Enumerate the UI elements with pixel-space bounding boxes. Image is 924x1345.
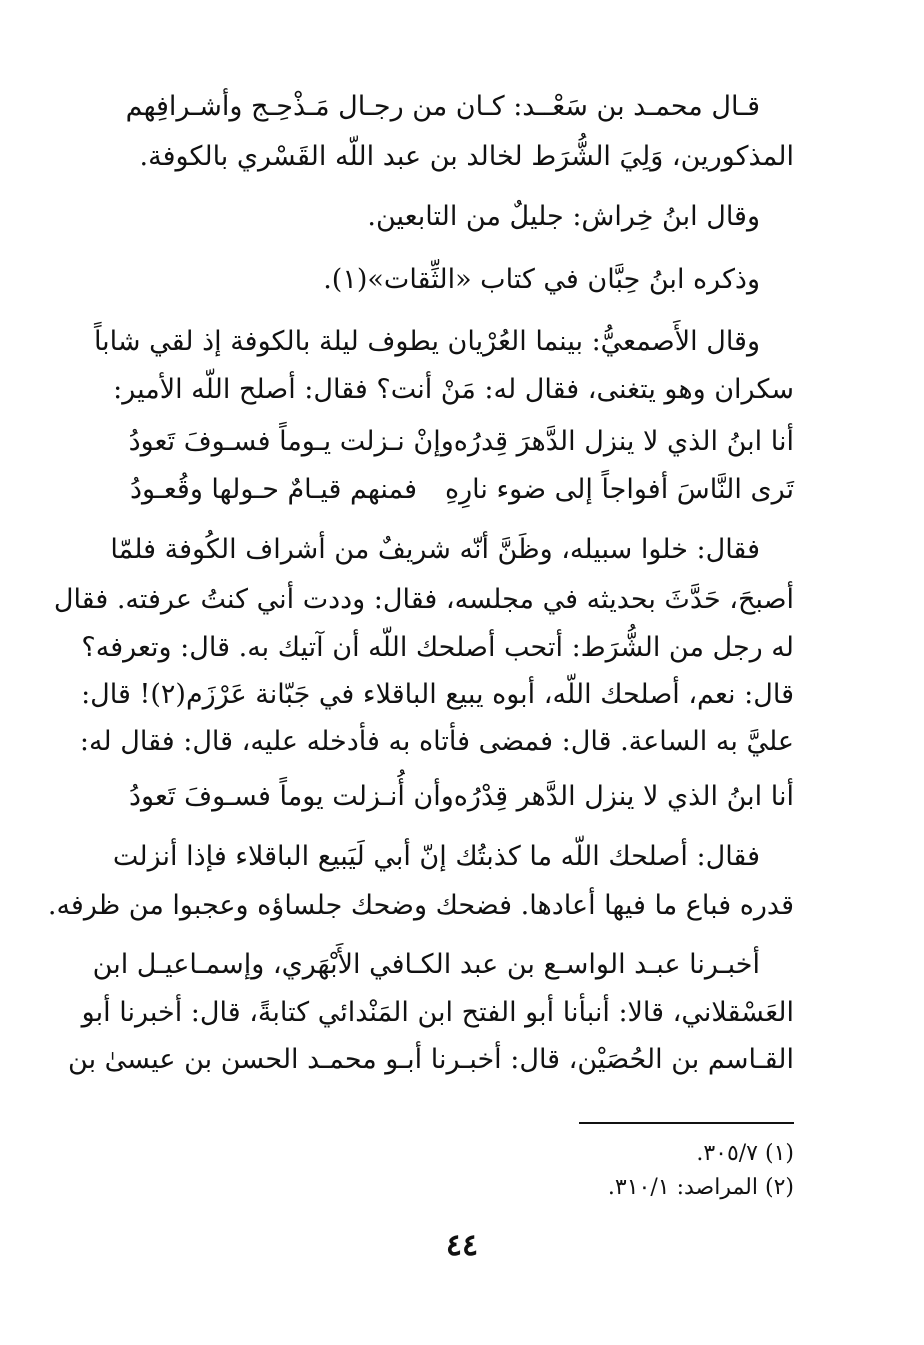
text-line: العَسْقلاني، قالا: أنبأنا أبو الفتح ابن المَنْدائي كتابةً، قال: أخبرنا أبو [81,997,794,1028]
text-line: عليَّ به الساعة. قال: فمضى فأتاه به فأدخله عليه، قال: فقال له: [79,726,794,757]
verse-hemistich-first: أنا ابنُ الذي لا ينزل الدَّهرَ قِدرُه [453,426,794,457]
footnote-separator [579,1122,794,1124]
text-line: وذكره ابنُ حِبَّان في كتاب «الثِّقات»(١). [323,264,760,295]
verse-hemistich-second: فمنهم قيـامٌ حـولها وقُعـودُ [130,474,418,505]
text-line: قال: نعم، أصلحك اللّه، أبوه يبيع الباقلاء في جَبّانة عَرْزَم(٢)! قال: [81,679,794,710]
verse-line [130,420,794,464]
text-line: قـال محمـد بن سَعْــد: كـان من رجـال مَـذْحِـج وأشـرافِهم [125,91,760,122]
text-line: القـاسم بن الحُصَيْن، قال: أخبـرنا أبـو محمـد الحسن بن عيسىٰ بن [68,1044,794,1075]
text-line: فقال: أصلحك اللّه ما كذبتُك إنّ أبي لَيَبيع الباقلاء فإذا أنزلت [112,841,760,872]
text-line: أخبـرنا عبـد الواسـع بن عبد الكـافي الأَبْهَري، وإسمـاعيـل ابن [92,949,760,980]
verse-line [130,468,794,512]
text-line: فقال: خلوا سبيله، وظَنَّ أنّه شريفٌ من أشراف الكُوفة فلمّا [110,534,760,565]
text-line: قدره فباع ما فيها أعادها. فضحك وضحك جلساؤه وعجبوا من ظرفه. [47,890,794,921]
text-line: المذكورين، وَلِيَ الشُّرَط لخالد بن عبد اللّه القَسْري بالكوفة. [139,141,794,172]
verse-hemistich-first: أنا ابنُ الذي لا ينزل الدَّهر قِدْرُه [453,781,794,812]
footnote: (١) ٣٠٥/٧. [696,1141,794,1166]
verse-hemistich-first: تَرى النَّاسَ أفواجاً إلى ضوء نارِهِ [444,474,794,505]
verse-line [130,775,794,819]
text-line: وقال ابنُ خِراش: جليلٌ من التابعين. [367,201,760,232]
footnote: (٢) المراصد: ٣١٠/١. [607,1175,794,1200]
page-number: ٤٤ [445,1228,479,1263]
text-line: سكران وهو يتغنى، فقال له: مَنْ أنت؟ فقال: أصلح اللّه الأمير: [113,374,794,405]
text-line: له رجل من الشُّرَط: أتحب أصلحك اللّه أن آتيك به. قال: وتعرفه؟ [81,632,794,663]
verse-hemistich-second: وإنْ نـزلت يـوماً فسـوفَ تَعودُ [128,426,454,457]
text-line: وقال الأَصمعيُّ: بينما العُرْيان يطوف ليلة بالكوفة إذ لقي شاباً [93,326,760,357]
verse-hemistich-second: وأن أُنـزلت يوماً فسـوفَ تَعودُ [129,781,454,812]
text-line: أصبحَ، حَدَّثَ بحديثه في مجلسه، فقال: وددت أني كنتُ عرفته. فقال [53,584,794,615]
